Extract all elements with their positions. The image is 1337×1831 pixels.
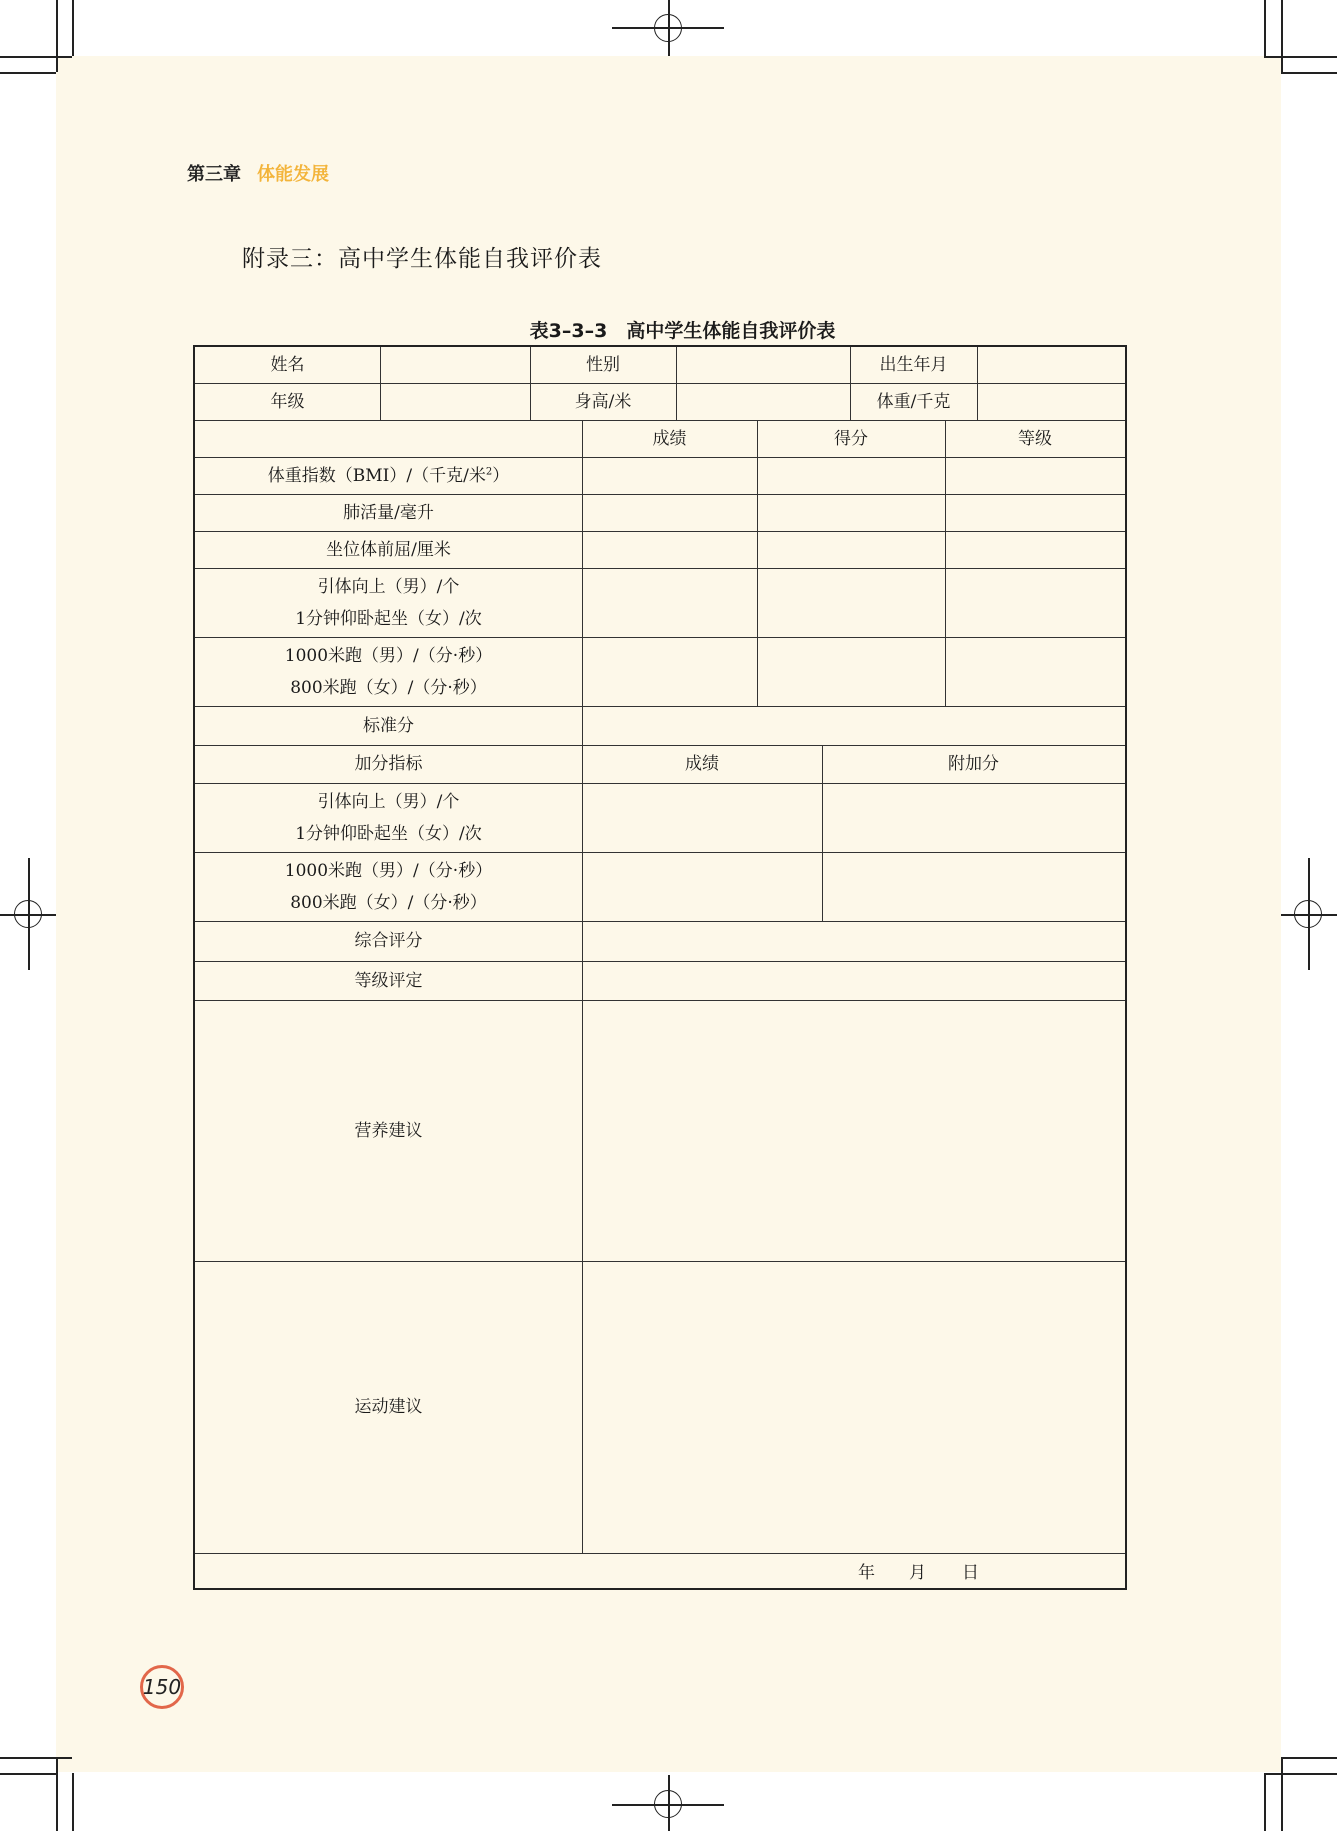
- grade-field[interactable]: [380, 383, 530, 420]
- level-header: 等级: [1018, 428, 1052, 449]
- height-field[interactable]: [676, 383, 850, 420]
- nutrition-advice-field[interactable]: [582, 1000, 1125, 1261]
- grade-label: 年级: [270, 391, 305, 412]
- date-month: 月: [909, 1563, 926, 1583]
- bonus-run-label: 1000米跑（男）/（分·秒） 800米跑（女）/（分·秒）: [284, 860, 493, 913]
- table-caption: 表3–3–3 高中学生体能自我评价表: [529, 320, 836, 342]
- date-line: [858, 1553, 979, 1588]
- bmi-label: 体重指数（BMI）/（千克/米$^2$）: [267, 465, 510, 486]
- bonus-result-header: 成绩: [685, 754, 719, 774]
- pullup-situp-label: 引体向上（男）/个 1分钟仰卧起坐（女）/次: [295, 576, 482, 629]
- vital-capacity-label: 肺活量/毫升: [343, 502, 434, 523]
- chapter-header: [187, 160, 329, 186]
- appendix-title: 附录三：高中学生体能自我评价表: [242, 246, 602, 272]
- bonus-indicator-header: 加分指标: [354, 754, 423, 774]
- exercise-advice-field[interactable]: [582, 1261, 1125, 1553]
- weight-field[interactable]: [977, 383, 1125, 420]
- bonus-extra-header: 附加分: [948, 754, 999, 774]
- result-header: 成绩: [652, 428, 687, 449]
- sit-reach-label: 坐位体前屈/厘米: [326, 539, 451, 560]
- nutrition-advice-label: 营养建议: [354, 1120, 423, 1141]
- chapter-name: 体能发展: [257, 164, 329, 185]
- standard-score-label: 标准分: [363, 715, 414, 736]
- overall-score-label: 综合评分: [354, 931, 423, 951]
- name-field[interactable]: [380, 347, 530, 383]
- score-header: 得分: [834, 428, 868, 449]
- chapter-number: 第三章: [187, 164, 241, 185]
- level-rating-label: 等级评定: [354, 970, 423, 991]
- name-label: 姓名: [270, 355, 305, 375]
- weight-label: 体重/千克: [876, 391, 951, 412]
- gender-label: 性别: [586, 355, 620, 375]
- birth-label: 出生年月: [879, 355, 948, 375]
- self-evaluation-table: [193, 345, 1127, 1590]
- birth-field[interactable]: [977, 347, 1125, 383]
- height-label: 身高/米: [574, 391, 632, 412]
- date-day: 日: [962, 1563, 979, 1583]
- exercise-advice-label: 运动建议: [354, 1397, 423, 1417]
- page-number: 150: [140, 1665, 184, 1709]
- bonus-pullup-label: 引体向上（男）/个 1分钟仰卧起坐（女）/次: [295, 791, 482, 844]
- gender-field[interactable]: [676, 347, 850, 383]
- run-label: 1000米跑（男）/（分·秒） 800米跑（女）/（分·秒）: [284, 645, 493, 698]
- date-year: 年: [858, 1563, 875, 1583]
